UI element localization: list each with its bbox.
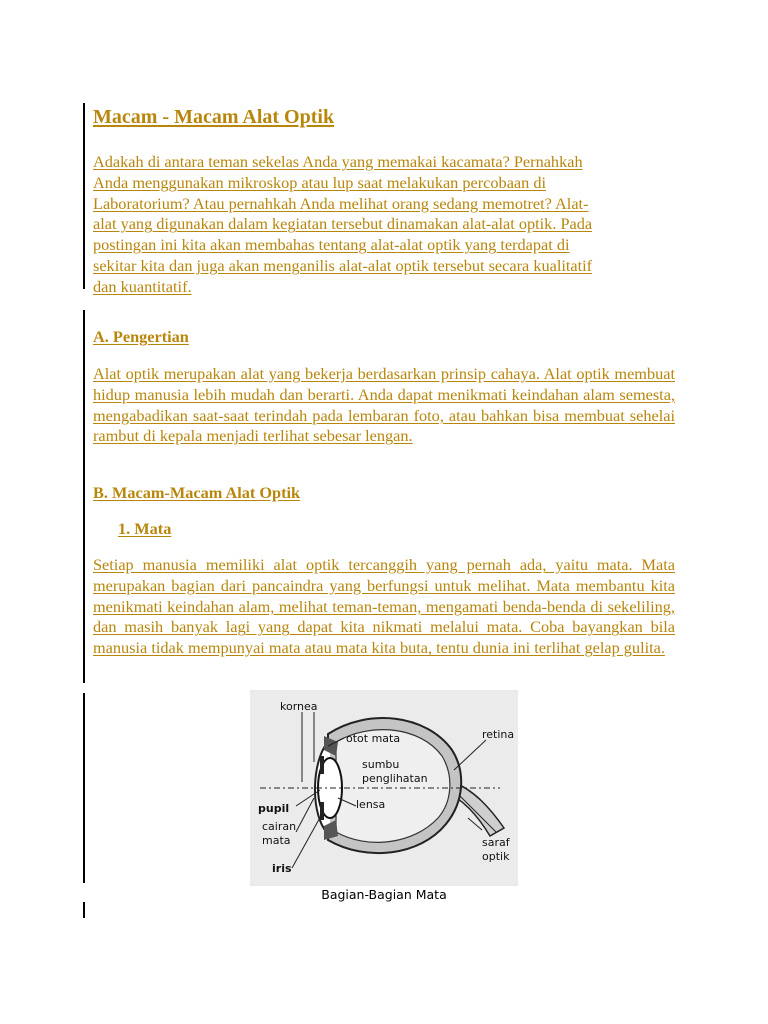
label-iris: iris	[272, 862, 292, 875]
document-title: Macam - Macam Alat Optik	[93, 106, 335, 128]
label-optik: optik	[482, 850, 510, 863]
intro-paragraph	[93, 152, 683, 298]
label-retina: retina	[482, 728, 515, 741]
iris-upper	[320, 756, 324, 774]
intro-line: postingan ini kita akan membahas tentang alat-alat optik yang terdapat di	[93, 235, 570, 255]
label-cairan-mata: mata	[262, 834, 291, 847]
label-kornea: kornea	[280, 700, 318, 713]
label-saraf: saraf	[482, 836, 510, 849]
label-pupil: pupil	[258, 802, 290, 815]
leader-line	[296, 798, 314, 832]
intro-line: sekitar kita dan juga akan menganilis alat-alat optik tersebut secara kualitatif	[93, 255, 593, 275]
intro-line: Laboratorium? Atau pernahkah Anda melihat orang sedang memotret? Alat-	[93, 193, 589, 213]
margin-change-bar	[83, 902, 85, 918]
label-sumbu: sumbu	[362, 758, 400, 771]
intro-line: alat yang digunakan dalam kegiatan tersebut dinamakan alat-alat optik. Pada	[93, 214, 593, 234]
label-cairan: cairan	[262, 820, 297, 833]
section-heading-macam-alat-optik: B. Macam-Macam Alat Optik	[93, 483, 301, 502]
margin-change-bar	[83, 693, 85, 883]
margin-change-bar	[83, 103, 85, 289]
leader-line	[454, 740, 486, 770]
label-penglihatan: penglihatan	[362, 772, 428, 785]
mata-paragraph: Setiap manusia memiliki alat optik tercanggih yang pernah ada, yaitu mata. Mata merupakan bagian dari pancaindra yang berfungsi untuk melihat. Mata membantu kita menikmati keindahan alam, melihat teman-teman, mengamati benda-benda di sekeliling, dan masih banyak lagi yang dapat kita nikmati melalui mata. Coba bayangkan bila manusia tidak mempunyai mata atau mata kita buta, tentu dunia ini terlihat gelap gulita.	[93, 555, 675, 658]
figure-caption: Bagian-Bagian Mata	[321, 887, 447, 902]
eye-diagram-illustration	[250, 690, 518, 886]
eye-diagram	[250, 690, 518, 886]
intro-line: dan kuantitatif.	[93, 276, 192, 296]
section-heading-pengertian: A. Pengertian	[93, 327, 189, 346]
margin-change-bar	[83, 310, 85, 683]
label-lensa: lensa	[356, 798, 386, 811]
leader-line	[292, 814, 322, 868]
intro-line: Adakah di antara teman sekelas Anda yang memakai kacamata? Pernahkah	[93, 152, 583, 171]
subsection-heading-mata: 1. Mata	[118, 519, 172, 538]
intro-line: Anda menggunakan mikroskop atau lup saat melakukan percobaan di	[93, 172, 547, 192]
label-otot-mata: otot mata	[346, 732, 401, 745]
pengertian-paragraph: Alat optik merupakan alat yang bekerja berdasarkan prinsip cahaya. Alat optik membuat hidup manusia lebih mudah dan berarti. Anda dapat menikmati keindahan alam semesta, mengabadikan saat-saat terindah pada lembaran foto, atau bahkan bisa membuat sehelai rambut di kepala menjadi terlihat sebesar lengan.	[93, 364, 675, 446]
